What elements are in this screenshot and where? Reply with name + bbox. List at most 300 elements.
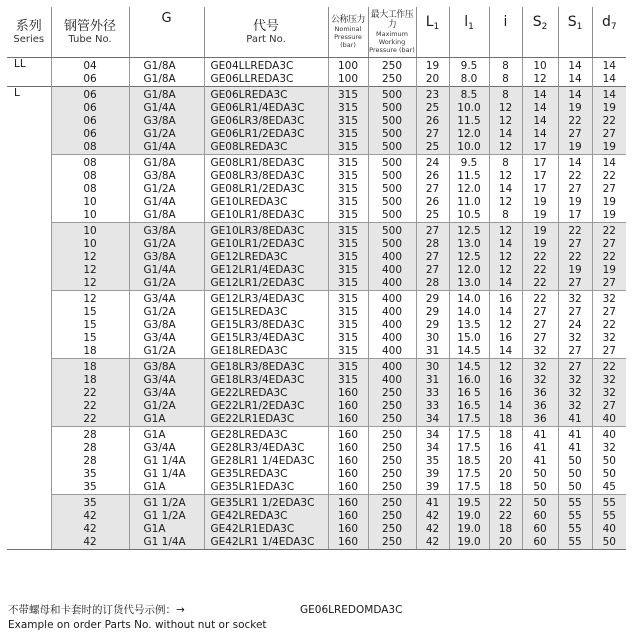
cell-tube: 12 xyxy=(51,251,129,264)
cell-l1b: 10.0 xyxy=(449,102,489,115)
cell-tube: 15 xyxy=(51,319,129,332)
cell-part: GE08LR3/8EDA3C xyxy=(204,170,328,183)
cell-g: G3/8A xyxy=(129,359,204,375)
cell-pn: 160 xyxy=(328,481,368,495)
cell-l1: 39 xyxy=(416,481,449,495)
cell-g: G1/2A xyxy=(129,238,204,251)
cell-s1: 55 xyxy=(558,510,592,523)
cell-l1: 25 xyxy=(416,209,449,223)
table-row xyxy=(7,400,626,413)
cell-i: 14 xyxy=(489,128,522,141)
cell-s1: 50 xyxy=(558,468,592,481)
cell-pmax: 250 xyxy=(368,481,416,495)
table-row xyxy=(7,196,626,209)
cell-pn: 315 xyxy=(328,196,368,209)
cell-tube: 42 xyxy=(51,510,129,523)
cell-s1: 32 xyxy=(558,332,592,345)
cell-d7: 27 xyxy=(592,277,626,291)
cell-s2: 36 xyxy=(522,413,558,427)
cell-tube: 12 xyxy=(51,277,129,291)
cell-pn: 160 xyxy=(328,387,368,400)
cell-g: G1/2A xyxy=(129,128,204,141)
cell-d7: 40 xyxy=(592,427,626,443)
cell-d7: 22 xyxy=(592,223,626,239)
cell-series xyxy=(7,155,51,171)
cell-part: GE28LR3/4EDA3C xyxy=(204,442,328,455)
cell-pmax: 400 xyxy=(368,306,416,319)
cell-pmax: 500 xyxy=(368,196,416,209)
cell-g: G1A xyxy=(129,413,204,427)
cell-s2: 22 xyxy=(522,277,558,291)
cell-g: G3/4A xyxy=(129,442,204,455)
cell-series xyxy=(7,481,51,495)
table-row xyxy=(7,73,626,87)
cell-s1: 32 xyxy=(558,291,592,307)
cell-pn: 315 xyxy=(328,238,368,251)
cell-series xyxy=(7,442,51,455)
cell-pn: 315 xyxy=(328,209,368,223)
table-row xyxy=(7,223,626,239)
cell-d7: 50 xyxy=(592,536,626,550)
header-row xyxy=(7,7,626,58)
cell-g: G1 1/4A xyxy=(129,455,204,468)
cell-i: 18 xyxy=(489,481,522,495)
cell-part: GE12LREDA3C xyxy=(204,251,328,264)
cell-part: GE10LR1/2EDA3C xyxy=(204,238,328,251)
cell-g: G1/8A xyxy=(129,209,204,223)
cell-g: G1/2A xyxy=(129,277,204,291)
cell-s2: 19 xyxy=(522,196,558,209)
cell-series xyxy=(7,251,51,264)
cell-s1: 22 xyxy=(558,170,592,183)
cell-l1: 34 xyxy=(416,427,449,443)
cell-pn: 160 xyxy=(328,442,368,455)
cell-l1: 31 xyxy=(416,345,449,359)
cell-pn: 315 xyxy=(328,277,368,291)
cell-tube: 12 xyxy=(51,291,129,307)
header-s2: S2 xyxy=(522,7,558,58)
cell-part: GE18LR3/8EDA3C xyxy=(204,359,328,375)
cell-pn: 160 xyxy=(328,427,368,443)
cell-s1: 24 xyxy=(558,319,592,332)
cell-pmax: 400 xyxy=(368,264,416,277)
cell-s1: 27 xyxy=(558,345,592,359)
cell-d7: 14 xyxy=(592,58,626,74)
cell-series xyxy=(7,510,51,523)
cell-l1b: 14.5 xyxy=(449,359,489,375)
cell-l1: 25 xyxy=(416,102,449,115)
cell-l1: 41 xyxy=(416,495,449,511)
cell-s1: 55 xyxy=(558,495,592,511)
cell-pn: 100 xyxy=(328,58,368,74)
cell-s2: 41 xyxy=(522,442,558,455)
cell-s1: 19 xyxy=(558,141,592,155)
cell-pmax: 500 xyxy=(368,87,416,103)
cell-l1: 42 xyxy=(416,536,449,550)
cell-s1: 50 xyxy=(558,455,592,468)
cell-pmax: 250 xyxy=(368,73,416,87)
cell-i: 22 xyxy=(489,495,522,511)
cell-d7: 27 xyxy=(592,345,626,359)
cell-i: 18 xyxy=(489,523,522,536)
cell-i: 12 xyxy=(489,170,522,183)
cell-series xyxy=(7,306,51,319)
cell-part: GE06LLREDA3C xyxy=(204,73,328,87)
table-row xyxy=(7,141,626,155)
cell-l1b: 10.5 xyxy=(449,209,489,223)
cell-g: G3/4A xyxy=(129,387,204,400)
cell-series xyxy=(7,455,51,468)
cell-l1b: 11.5 xyxy=(449,170,489,183)
cell-series xyxy=(7,332,51,345)
cell-l1: 30 xyxy=(416,359,449,375)
cell-i: 22 xyxy=(489,510,522,523)
cell-s2: 14 xyxy=(522,128,558,141)
cell-pmax: 400 xyxy=(368,277,416,291)
cell-l1b: 13.0 xyxy=(449,238,489,251)
cell-series xyxy=(7,102,51,115)
cell-pn: 315 xyxy=(328,291,368,307)
cell-pn: 315 xyxy=(328,306,368,319)
cell-tube: 06 xyxy=(51,73,129,87)
cell-tube: 08 xyxy=(51,170,129,183)
cell-s2: 19 xyxy=(522,223,558,239)
header-tube: 钢管外径 Tube No. xyxy=(51,7,129,58)
cell-d7: 55 xyxy=(592,495,626,511)
table-row xyxy=(7,264,626,277)
cell-tube: 10 xyxy=(51,238,129,251)
cell-l1b: 17.5 xyxy=(449,413,489,427)
cell-g: G1/2A xyxy=(129,400,204,413)
table-row xyxy=(7,359,626,375)
cell-i: 8 xyxy=(489,73,522,87)
cell-s1: 22 xyxy=(558,223,592,239)
cell-s1: 27 xyxy=(558,277,592,291)
cell-s2: 60 xyxy=(522,510,558,523)
cell-tube: 42 xyxy=(51,536,129,550)
cell-i: 20 xyxy=(489,468,522,481)
cell-part: GE08LR1/8EDA3C xyxy=(204,155,328,171)
cell-part: GE10LREDA3C xyxy=(204,196,328,209)
cell-l1b: 12.0 xyxy=(449,128,489,141)
cell-pmax: 500 xyxy=(368,223,416,239)
cell-pn: 315 xyxy=(328,87,368,103)
cell-d7: 50 xyxy=(592,468,626,481)
cell-d7: 27 xyxy=(592,238,626,251)
cell-pn: 100 xyxy=(328,73,368,87)
cell-l1: 42 xyxy=(416,510,449,523)
cell-tube: 28 xyxy=(51,442,129,455)
table-row xyxy=(7,523,626,536)
table-row xyxy=(7,183,626,196)
table-row xyxy=(7,374,626,387)
cell-part: GE15LR3/4EDA3C xyxy=(204,332,328,345)
table-row xyxy=(7,291,626,307)
table-row xyxy=(7,58,626,74)
cell-l1b: 9.5 xyxy=(449,155,489,171)
header-nominal-pressure: 公称压力 Nominal Pressure (bar) xyxy=(328,7,368,58)
cell-l1: 42 xyxy=(416,523,449,536)
cell-i: 14 xyxy=(489,238,522,251)
table-row xyxy=(7,209,626,223)
cell-l1: 27 xyxy=(416,223,449,239)
cell-series xyxy=(7,387,51,400)
cell-l1: 23 xyxy=(416,87,449,103)
cell-d7: 19 xyxy=(592,141,626,155)
cell-s2: 19 xyxy=(522,238,558,251)
cell-part: GE06LR1/2EDA3C xyxy=(204,128,328,141)
cell-i: 14 xyxy=(489,277,522,291)
cell-pmax: 500 xyxy=(368,209,416,223)
cell-tube: 10 xyxy=(51,209,129,223)
cell-tube: 22 xyxy=(51,413,129,427)
cell-part: GE08LR1/2EDA3C xyxy=(204,183,328,196)
cell-pn: 160 xyxy=(328,400,368,413)
cell-pn: 160 xyxy=(328,468,368,481)
table-row xyxy=(7,345,626,359)
cell-series xyxy=(7,345,51,359)
cell-pn: 315 xyxy=(328,374,368,387)
cell-s2: 32 xyxy=(522,374,558,387)
table-row xyxy=(7,277,626,291)
cell-pn: 160 xyxy=(328,536,368,550)
cell-tube: 42 xyxy=(51,523,129,536)
cell-part: GE10LR3/8EDA3C xyxy=(204,223,328,239)
cell-l1: 24 xyxy=(416,155,449,171)
cell-tube: 08 xyxy=(51,155,129,171)
cell-g: G1 1/4A xyxy=(129,536,204,550)
cell-i: 12 xyxy=(489,196,522,209)
cell-g: G1 1/4A xyxy=(129,468,204,481)
cell-l1b: 19.0 xyxy=(449,510,489,523)
cell-l1: 27 xyxy=(416,183,449,196)
cell-l1: 29 xyxy=(416,319,449,332)
cell-g: G3/4A xyxy=(129,374,204,387)
cell-l1b: 9.5 xyxy=(449,58,489,74)
cell-d7: 22 xyxy=(592,251,626,264)
cell-series xyxy=(7,291,51,307)
cell-series xyxy=(7,170,51,183)
table-row xyxy=(7,442,626,455)
cell-g: G1 1/2A xyxy=(129,510,204,523)
cell-s2: 50 xyxy=(522,481,558,495)
cell-i: 12 xyxy=(489,115,522,128)
table-row xyxy=(7,427,626,443)
cell-s2: 19 xyxy=(522,209,558,223)
cell-pn: 315 xyxy=(328,251,368,264)
cell-pmax: 400 xyxy=(368,345,416,359)
cell-l1b: 8.0 xyxy=(449,73,489,87)
cell-g: G1A xyxy=(129,481,204,495)
cell-l1b: 12.0 xyxy=(449,183,489,196)
cell-part: GE28LREDA3C xyxy=(204,427,328,443)
cell-i: 12 xyxy=(489,141,522,155)
cell-i: 16 xyxy=(489,387,522,400)
cell-i: 18 xyxy=(489,413,522,427)
cell-i: 8 xyxy=(489,58,522,74)
cell-d7: 32 xyxy=(592,374,626,387)
cell-pn: 315 xyxy=(328,155,368,171)
cell-s2: 14 xyxy=(522,87,558,103)
cell-s2: 17 xyxy=(522,141,558,155)
cell-g: G3/8A xyxy=(129,170,204,183)
cell-l1b: 14.5 xyxy=(449,345,489,359)
cell-pmax: 400 xyxy=(368,332,416,345)
cell-l1: 26 xyxy=(416,115,449,128)
cell-pmax: 250 xyxy=(368,455,416,468)
table-row xyxy=(7,306,626,319)
cell-pn: 315 xyxy=(328,359,368,375)
table-row xyxy=(7,387,626,400)
header-s1: S1 xyxy=(558,7,592,58)
cell-l1b: 15.0 xyxy=(449,332,489,345)
cell-i: 12 xyxy=(489,102,522,115)
cell-series xyxy=(7,523,51,536)
cell-series xyxy=(7,141,51,155)
cell-s2: 36 xyxy=(522,387,558,400)
cell-part: GE12LR3/4EDA3C xyxy=(204,291,328,307)
cell-l1b: 17.5 xyxy=(449,481,489,495)
cell-s1: 27 xyxy=(558,238,592,251)
cell-tube: 08 xyxy=(51,183,129,196)
cell-series xyxy=(7,536,51,550)
cell-l1: 28 xyxy=(416,277,449,291)
cell-i: 8 xyxy=(489,155,522,171)
cell-l1: 31 xyxy=(416,374,449,387)
cell-g: G1/2A xyxy=(129,345,204,359)
cell-l1b: 11.5 xyxy=(449,115,489,128)
cell-i: 8 xyxy=(489,87,522,103)
cell-series xyxy=(7,400,51,413)
cell-d7: 32 xyxy=(592,387,626,400)
cell-tube: 18 xyxy=(51,359,129,375)
cell-tube: 06 xyxy=(51,128,129,141)
table-row xyxy=(7,170,626,183)
cell-pmax: 250 xyxy=(368,536,416,550)
cell-pn: 160 xyxy=(328,523,368,536)
cell-part: GE06LREDA3C xyxy=(204,87,328,103)
cell-pn: 315 xyxy=(328,332,368,345)
cell-l1: 26 xyxy=(416,196,449,209)
cell-part: GE08LREDA3C xyxy=(204,141,328,155)
cell-s1: 17 xyxy=(558,209,592,223)
cell-i: 16 xyxy=(489,291,522,307)
cell-pmax: 500 xyxy=(368,115,416,128)
cell-part: GE12LR1/2EDA3C xyxy=(204,277,328,291)
cell-pn: 315 xyxy=(328,115,368,128)
cell-d7: 14 xyxy=(592,87,626,103)
cell-s2: 27 xyxy=(522,306,558,319)
cell-s1: 19 xyxy=(558,196,592,209)
cell-series xyxy=(7,277,51,291)
footer-example-part: GE06LREDOMDA3C xyxy=(300,604,403,616)
cell-s1: 27 xyxy=(558,183,592,196)
cell-tube: 35 xyxy=(51,468,129,481)
cell-part: GE35LREDA3C xyxy=(204,468,328,481)
table-row xyxy=(7,319,626,332)
cell-pmax: 250 xyxy=(368,387,416,400)
cell-series xyxy=(7,413,51,427)
cell-s1: 14 xyxy=(558,87,592,103)
cell-s1: 22 xyxy=(558,251,592,264)
cell-pmax: 250 xyxy=(368,400,416,413)
table-row xyxy=(7,115,626,128)
cell-l1b: 12.5 xyxy=(449,251,489,264)
cell-pn: 315 xyxy=(328,102,368,115)
cell-pmax: 400 xyxy=(368,291,416,307)
cell-series xyxy=(7,264,51,277)
cell-tube: 28 xyxy=(51,427,129,443)
cell-d7: 19 xyxy=(592,264,626,277)
cell-l1: 29 xyxy=(416,291,449,307)
cell-d7: 32 xyxy=(592,332,626,345)
cell-part: GE42LR1EDA3C xyxy=(204,523,328,536)
cell-l1: 29 xyxy=(416,306,449,319)
cell-l1: 27 xyxy=(416,264,449,277)
cell-s2: 22 xyxy=(522,291,558,307)
cell-pmax: 250 xyxy=(368,510,416,523)
cell-s1: 14 xyxy=(558,58,592,74)
cell-d7: 22 xyxy=(592,170,626,183)
cell-s1: 41 xyxy=(558,413,592,427)
cell-l1: 30 xyxy=(416,332,449,345)
cell-part: GE04LLREDA3C xyxy=(204,58,328,74)
cell-tube: 06 xyxy=(51,87,129,103)
cell-series: LL xyxy=(7,58,51,74)
cell-part: GE22LR1EDA3C xyxy=(204,413,328,427)
cell-i: 18 xyxy=(489,427,522,443)
cell-s1: 19 xyxy=(558,264,592,277)
cell-l1: 34 xyxy=(416,413,449,427)
cell-series xyxy=(7,223,51,239)
cell-l1b: 14.0 xyxy=(449,291,489,307)
cell-tube: 18 xyxy=(51,374,129,387)
table-row xyxy=(7,481,626,495)
cell-s2: 10 xyxy=(522,58,558,74)
cell-series xyxy=(7,73,51,87)
cell-g: G1/8A xyxy=(129,73,204,87)
cell-pmax: 500 xyxy=(368,155,416,171)
cell-tube: 15 xyxy=(51,332,129,345)
cell-part: GE06LR3/8EDA3C xyxy=(204,115,328,128)
cell-l1b: 16.0 xyxy=(449,374,489,387)
cell-l1b: 19.5 xyxy=(449,495,489,511)
cell-i: 14 xyxy=(489,306,522,319)
cell-pmax: 250 xyxy=(368,495,416,511)
cell-s1: 14 xyxy=(558,73,592,87)
cell-l1b: 16 5 xyxy=(449,387,489,400)
cell-series xyxy=(7,468,51,481)
cell-pmax: 250 xyxy=(368,58,416,74)
cell-pmax: 400 xyxy=(368,359,416,375)
cell-d7: 45 xyxy=(592,481,626,495)
cell-tube: 18 xyxy=(51,345,129,359)
cell-s1: 19 xyxy=(558,102,592,115)
header-part: 代号 Part No. xyxy=(204,7,328,58)
cell-l1: 33 xyxy=(416,400,449,413)
cell-l1b: 18.5 xyxy=(449,455,489,468)
cell-part: GE18LR3/4EDA3C xyxy=(204,374,328,387)
cell-pn: 315 xyxy=(328,264,368,277)
cell-l1: 27 xyxy=(416,251,449,264)
cell-s1: 22 xyxy=(558,115,592,128)
cell-s2: 17 xyxy=(522,155,558,171)
header-d7: d7 xyxy=(592,7,626,58)
cell-part: GE28LR1 1/4EDA3C xyxy=(204,455,328,468)
table-row xyxy=(7,87,626,103)
cell-s2: 14 xyxy=(522,102,558,115)
table-row xyxy=(7,128,626,141)
